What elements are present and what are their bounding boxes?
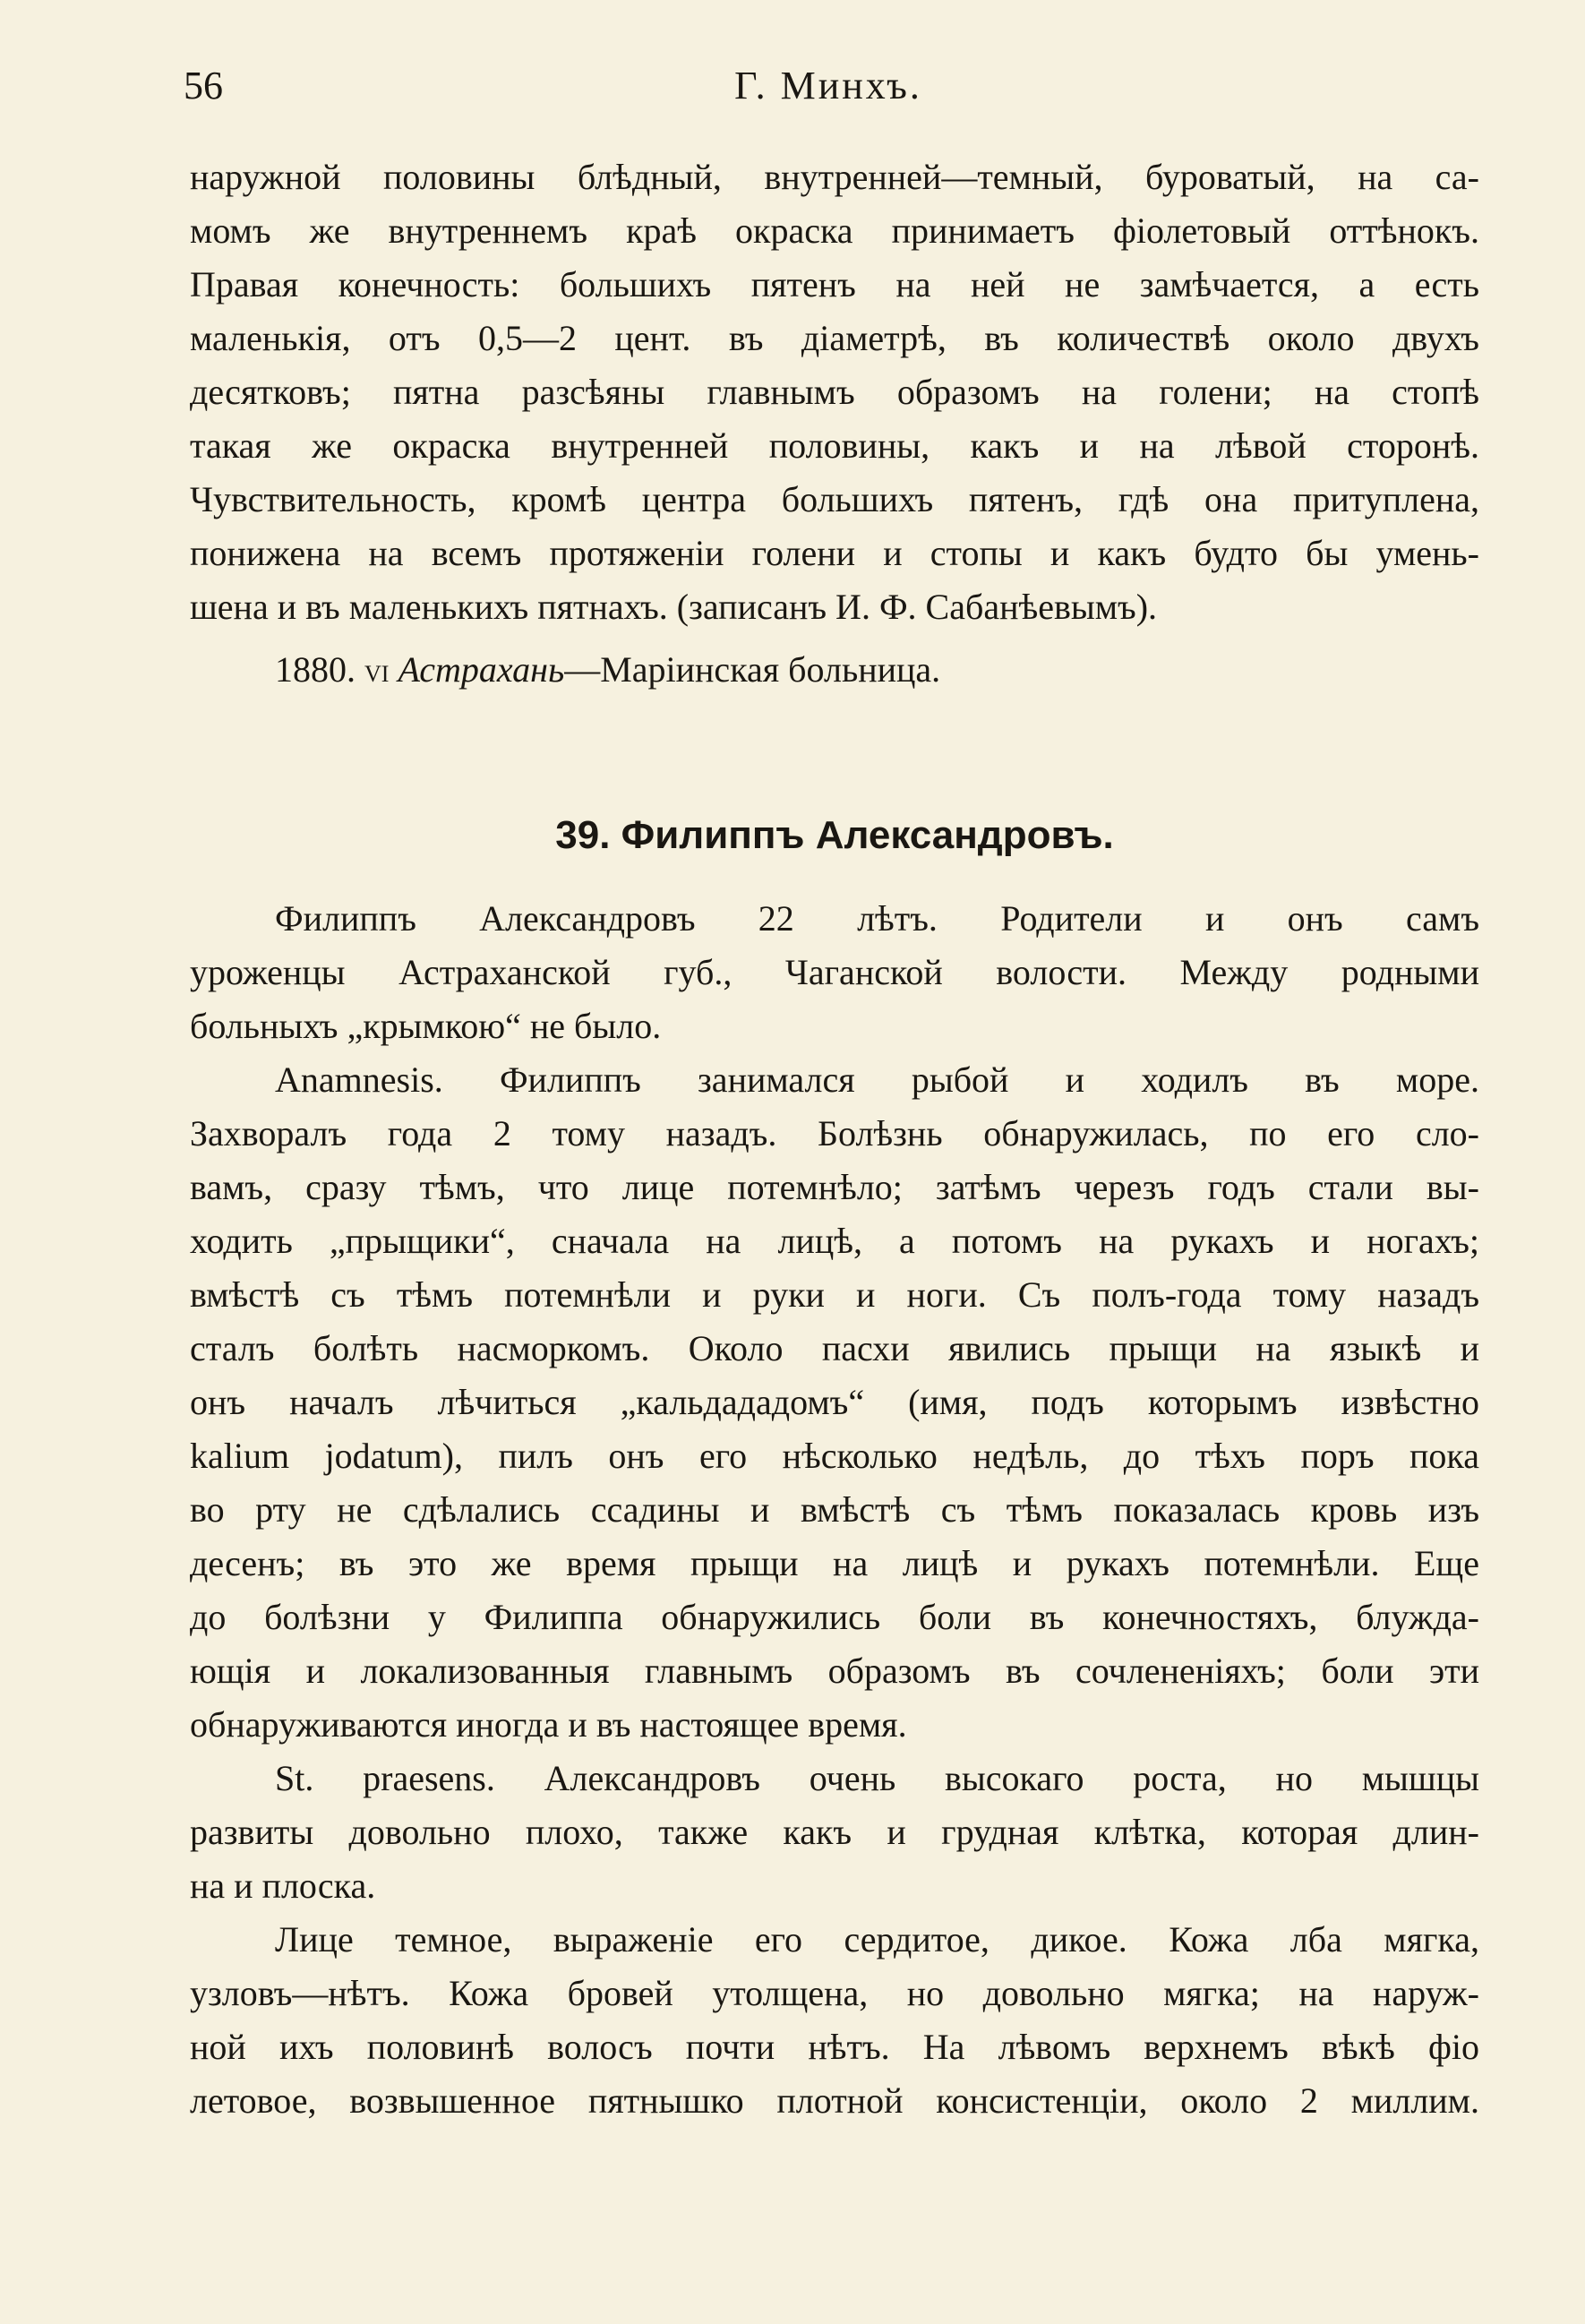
text-line: Чувствительность, кромѣ центра большихъ пятенъ, гдѣ она притуплена, xyxy=(190,479,1479,519)
text-line: момъ же внутреннемъ краѣ окраска принимаетъ фіолетовый оттѣнокъ. xyxy=(190,210,1479,251)
text-line: узловъ—нѣтъ. Кожа бровей утолщена, но довольно мягка; на наруж- xyxy=(190,1973,1479,2013)
text-line: вамъ, сразу тѣмъ, что лице потемнѣло; затѣмъ черезъ годъ стали вы- xyxy=(190,1167,1479,1207)
text-line: сталъ болѣть насморкомъ. Около пасхи явились прыщи на языкѣ и xyxy=(190,1328,1479,1368)
text-line: десенъ; въ это же время прыщи на лицѣ и рукахъ потемнѣли. Еще xyxy=(190,1543,1479,1583)
text-line: десятковъ; пятна разсѣяны главнымъ образомъ на голени; на стопѣ xyxy=(190,372,1479,412)
record-city: Астрахань xyxy=(398,649,565,690)
text-line: Правая конечность: большихъ пятенъ на ней не замѣчается, а есть xyxy=(190,264,1479,304)
text-line: до болѣзни у Филиппа обнаружились боли въ конечностяхъ, блужда- xyxy=(190,1597,1479,1637)
paragraph-status-praesens xyxy=(190,1752,1479,1913)
page-number: 56 xyxy=(184,64,223,107)
text-line: такая же окраска внутренней половины, какъ и на лѣвой сторонѣ. xyxy=(190,425,1479,466)
text-line: летовое, возвышенное пятнышко плотной консистенціи, около 2 миллим. xyxy=(190,2080,1479,2121)
text-line: на и плоска. xyxy=(190,1865,376,1906)
page-body xyxy=(190,150,1479,2128)
text-line: Anamnesis. Филиппъ занимался рыбой и ходилъ въ море. xyxy=(275,1059,1479,1100)
text-line: во рту не сдѣлались ссадины и вмѣстѣ съ тѣмъ показалась кровь изъ xyxy=(190,1489,1479,1530)
text-line: ной ихъ половинѣ волосъ почти нѣтъ. На лѣвомъ верхнемъ вѣкѣ фіо xyxy=(190,2027,1479,2067)
record-place: —Маріинская больница. xyxy=(564,649,941,690)
text-line: ходить „прыщики“, сначала на лицѣ, а потомъ на рукахъ и ногахъ; xyxy=(190,1221,1479,1261)
text-line: шена и въ маленькихъ пятнахъ. (записанъ И. Ф. Сабанѣевымъ). xyxy=(190,587,1158,627)
text-line: Лице темное, выраженіе его сердитое, дикое. Кожа лба мягка, xyxy=(275,1919,1479,1960)
text-line: вмѣстѣ съ тѣмъ потемнѣли и руки и ноги. Съ полъ-года тому назадъ xyxy=(190,1274,1479,1315)
text-line: Филиппъ Александровъ 22 лѣтъ. Родители и онъ самъ xyxy=(275,898,1479,939)
text-line: наружной половины блѣдный, внутренней—темный, буроватый, на са- xyxy=(190,157,1479,197)
running-header xyxy=(184,63,1473,125)
paragraph-face xyxy=(190,1913,1479,2128)
text-line: маленькія, отъ 0,5—2 цент. въ діаметрѣ, въ количествѣ около двухъ xyxy=(190,318,1479,358)
record-year: 1880. xyxy=(275,649,356,690)
text-line: kalium jodatum), пилъ онъ его нѣсколько недѣль, до тѣхъ поръ пока xyxy=(190,1436,1479,1476)
record-line xyxy=(190,643,1479,697)
record-numeral: VI xyxy=(364,661,390,687)
text-line: больныхъ „крымкою“ не было. xyxy=(190,1006,662,1046)
text-line: развиты довольно плохо, также какъ и грудная клѣтка, которая длин- xyxy=(190,1812,1479,1852)
text-line: ющія и локализованныя главнымъ образомъ въ сочлененіяхъ; боли эти xyxy=(190,1651,1479,1691)
text-line: онъ началъ лѣчиться „кальдададомъ“ (имя, подъ которымъ извѣстно xyxy=(190,1382,1479,1422)
text-line: обнаруживаются иногда и въ настоящее время. xyxy=(190,1704,907,1745)
text-line: St. praesens. Александровъ очень высокаго роста, но мышцы xyxy=(275,1758,1479,1798)
text-line: Захворалъ года 2 тому назадъ. Болѣзнь обнаружилась, по его сло- xyxy=(190,1113,1479,1153)
paragraph-intro xyxy=(190,892,1479,1053)
continued-paragraph xyxy=(190,150,1479,634)
section-heading: 39. Филиппъ Александровъ. xyxy=(555,813,1114,857)
text-line: понижена на всемъ протяженіи голени и стопы и какъ будто бы умень- xyxy=(190,533,1479,573)
running-title: Г. Минхъ. xyxy=(734,64,922,107)
paragraph-anamnesis xyxy=(190,1053,1479,1752)
text-line: уроженцы Астраханской губ., Чаганской волости. Между родными xyxy=(190,952,1479,992)
